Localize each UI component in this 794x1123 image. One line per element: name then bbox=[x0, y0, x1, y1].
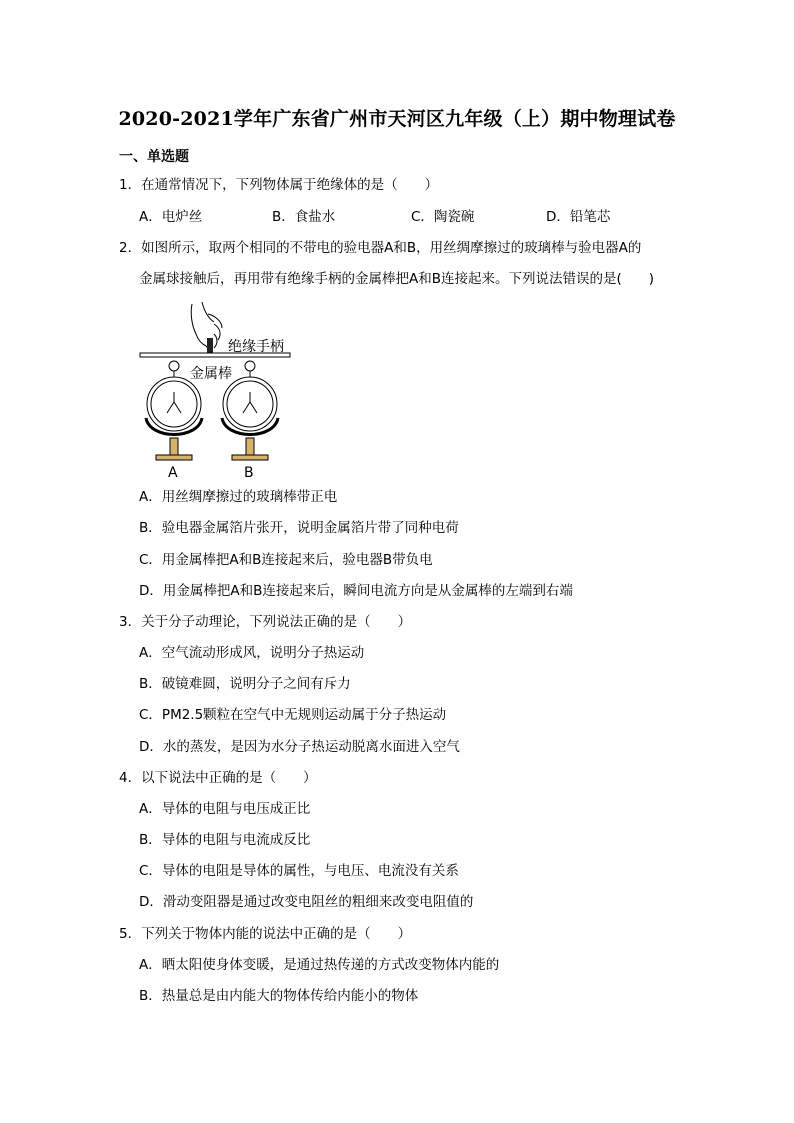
label-electroscope-a: A bbox=[168, 465, 178, 481]
question-3-option-b: B．破镜难圆，说明分子之间有斥力 bbox=[139, 676, 351, 692]
question-2-option-d: D．用金属棒把A和B连接起来后，瞬间电流方向是从金属棒的左端到右端 bbox=[139, 583, 573, 599]
question-2-stem-line-1: 2．如图所示，取两个相同的不带电的验电器A和B，用丝绸摩擦过的玻璃棒与验电器A的 bbox=[119, 240, 642, 256]
question-2-option-a: A．用丝绸摩擦过的玻璃棒带正电 bbox=[139, 489, 338, 505]
question-3-option-c: C．PM2.5颗粒在空气中无规则运动属于分子热运动 bbox=[139, 707, 447, 723]
label-insulating-handle: 绝缘手柄 bbox=[228, 339, 284, 355]
question-4-option-b: B．导体的电阻与电流成反比 bbox=[139, 832, 311, 848]
question-2-stem-line-2: 金属球接触后，再用带有绝缘手柄的金属棒把A和B连接起来。下列说法错误的是( ) bbox=[139, 271, 655, 287]
question-2-option-c: C．用金属棒把A和B连接起来后，验电器B带负电 bbox=[139, 552, 433, 568]
question-5-option-a: A．晒太阳使身体变暖，是通过热传递的方式改变物体内能的 bbox=[139, 957, 500, 973]
question-4-option-c: C．导体的电阻是导体的属性，与电压、电流没有关系 bbox=[139, 863, 459, 879]
question-5-option-b: B．热量总是由内能大的物体传给内能小的物体 bbox=[139, 988, 419, 1004]
question-4-option-a: A．导体的电阻与电压成正比 bbox=[139, 801, 311, 817]
exam-title: 2020-2021学年广东省广州市天河区九年级（上）期中物理试卷 bbox=[118, 108, 676, 130]
question-1-option-b: B．食盐水 bbox=[272, 209, 336, 225]
question-1-option-d: D．铅笔芯 bbox=[546, 209, 611, 225]
question-5-stem: 5．下列关于物体内能的说法中正确的是（ ） bbox=[119, 926, 412, 942]
label-electroscope-b: B bbox=[244, 465, 254, 481]
question-1-option-c: C．陶瓷碗 bbox=[411, 209, 475, 225]
question-1-option-a: A．电炉丝 bbox=[139, 209, 203, 225]
question-2-option-b: B．验电器金属箔片张开，说明金属箔片带了同种电荷 bbox=[139, 520, 459, 536]
question-3-option-a: A．空气流动形成风，说明分子热运动 bbox=[139, 645, 365, 661]
label-metal-rod: 金属棒 bbox=[190, 366, 232, 382]
hand-drawing bbox=[191, 302, 222, 350]
question-3-stem: 3．关于分子动理论，下列说法正确的是（ ） bbox=[119, 614, 412, 630]
question-3-option-d: D．水的蒸发，是因为水分子热运动脱离水面进入空气 bbox=[139, 739, 460, 755]
section-heading: 一、单选题 bbox=[119, 149, 189, 165]
question-4-option-d: D．滑动变阻器是通过改变电阻丝的粗细来改变电阻值的 bbox=[139, 894, 474, 910]
electroscope-figure bbox=[130, 300, 310, 482]
question-1-stem: 1．在通常情况下，下列物体属于绝缘体的是（ ） bbox=[119, 177, 439, 193]
question-4-stem: 4．以下说法中正确的是（ ） bbox=[119, 770, 317, 786]
